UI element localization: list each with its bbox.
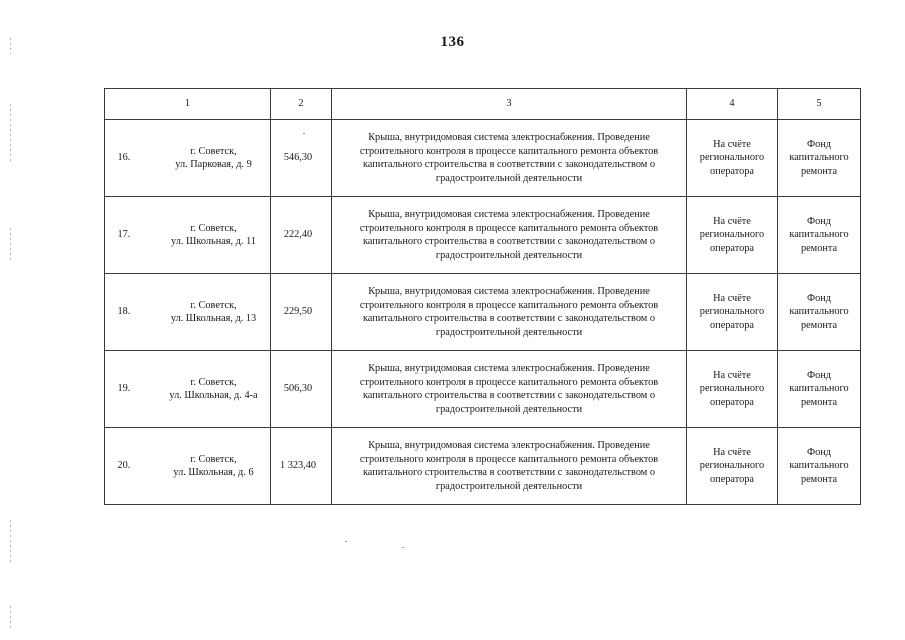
- funding-source-cell: Фонд капитального ремонта: [778, 274, 861, 351]
- address-cell: [105, 120, 271, 197]
- area-cell: 1 323,40: [271, 428, 332, 505]
- address-street: ул. Школьная, д. 6: [173, 467, 254, 478]
- scan-binding-mark: [10, 228, 11, 260]
- table-row: [105, 351, 861, 428]
- column-header-5: 5: [778, 89, 861, 120]
- column-header-3: 3: [332, 89, 687, 120]
- address-cell: [105, 428, 271, 505]
- table-row: [105, 120, 861, 197]
- table-row: [105, 428, 861, 505]
- address-street: ул. Школьная, д. 4-а: [169, 390, 258, 401]
- table-row: [105, 197, 861, 274]
- work-description-cell: Крыша, внутридомовая система электроснабжения. Проведение строительного контроля в процессе капитального ремонта объектов капитального строительства в соответствии с законодательством о градостроительной деятельности: [332, 120, 687, 197]
- address-text: [158, 299, 270, 326]
- account-cell: На счёте регионального оператора: [687, 120, 778, 197]
- address-text: [158, 453, 270, 480]
- table-header-row: [105, 89, 861, 120]
- funding-source-cell: Фонд капитального ремонта: [778, 197, 861, 274]
- address-city: г. Советск,: [190, 376, 237, 388]
- address-city: г. Советск,: [190, 299, 237, 311]
- address-text: [158, 222, 270, 249]
- area-cell: 546,30: [271, 120, 332, 197]
- address-street: ул. Школьная, д. 13: [170, 313, 257, 324]
- table-row: [105, 274, 861, 351]
- address-cell: [105, 274, 271, 351]
- area-cell: 222,40: [271, 197, 332, 274]
- page-number: 136: [440, 34, 465, 50]
- scan-binding-mark: [10, 606, 11, 628]
- scan-speck: [345, 541, 347, 542]
- work-description-cell: Крыша, внутридомовая система электроснабжения. Проведение строительного контроля в процессе капитального ремонта объектов капитального строительства в соответствии с законодательством о градостроительной деятельности: [332, 428, 687, 505]
- scan-binding-mark: [10, 104, 11, 162]
- address-city: г. Советск,: [190, 453, 237, 465]
- column-header-4: 4: [687, 89, 778, 120]
- account-cell: На счёте регионального оператора: [687, 351, 778, 428]
- area-cell: 506,30: [271, 351, 332, 428]
- work-description-cell: Крыша, внутридомовая система электроснабжения. Проведение строительного контроля в процессе капитального ремонта объектов капитального строительства в соответствии с законодательством о градостроительной деятельности: [332, 351, 687, 428]
- address-cell: [105, 197, 271, 274]
- address-street: ул. Парковая, д. 9: [175, 159, 252, 170]
- address-cell: [105, 351, 271, 428]
- address-street: ул. Школьная, д. 11: [171, 236, 256, 247]
- funding-source-cell: Фонд капитального ремонта: [778, 351, 861, 428]
- address-city: г. Советск,: [190, 145, 237, 157]
- account-cell: На счёте регионального оператора: [687, 274, 778, 351]
- address-city: г. Советск,: [190, 222, 237, 234]
- scan-speck: [402, 547, 404, 548]
- row-number: 17.: [117, 229, 131, 241]
- address-text: [158, 145, 270, 172]
- row-number: 19.: [117, 383, 131, 395]
- work-description-cell: Крыша, внутридомовая система электроснабжения. Проведение строительного контроля в процессе капитального ремонта объектов капитального строительства в соответствии с законодательством о градостроительной деятельности: [332, 274, 687, 351]
- area-cell: 229,50: [271, 274, 332, 351]
- scan-binding-mark: [10, 520, 11, 564]
- funding-source-cell: Фонд капитального ремонта: [778, 428, 861, 505]
- repair-register-table: [104, 88, 861, 505]
- account-cell: На счёте регионального оператора: [687, 428, 778, 505]
- address-text: [158, 376, 270, 403]
- column-header-1: 1: [105, 89, 271, 120]
- column-header-2: 2: [271, 89, 332, 120]
- row-number: 20.: [117, 460, 131, 472]
- work-description-cell: Крыша, внутридомовая система электроснабжения. Проведение строительного контроля в процессе капитального ремонта объектов капитального строительства в соответствии с законодательством о градостроительной деятельности: [332, 197, 687, 274]
- row-number: 16.: [117, 152, 131, 164]
- account-cell: На счёте регионального оператора: [687, 197, 778, 274]
- row-number: 18.: [117, 306, 131, 318]
- funding-source-cell: Фонд капитального ремонта: [778, 120, 861, 197]
